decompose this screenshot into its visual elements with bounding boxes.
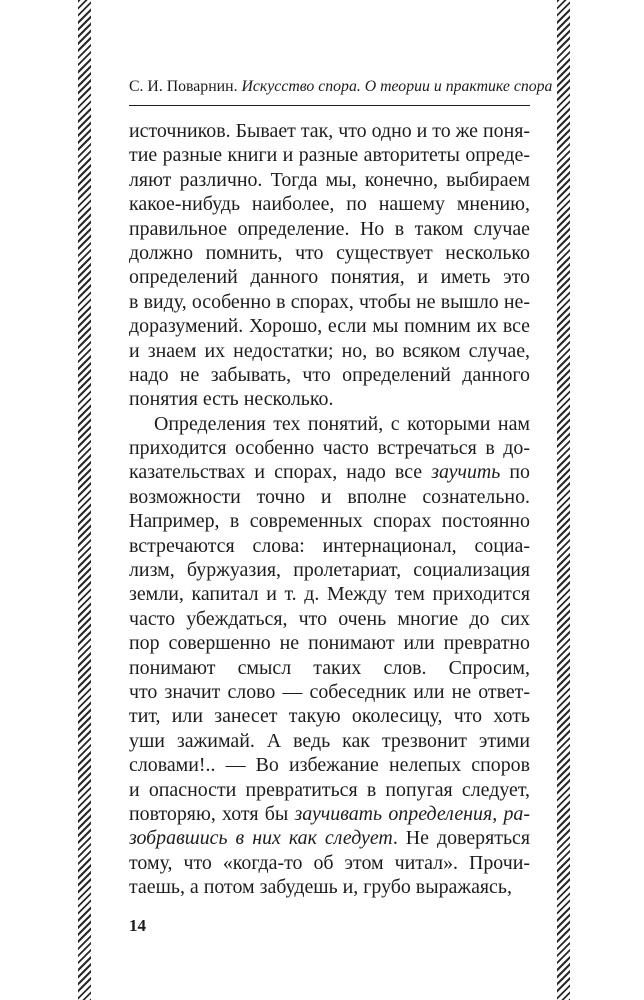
text-line — [129, 168, 530, 192]
text-segment: и знаем их недостатки; но, во всяком случае, — [129, 339, 530, 362]
text-line — [129, 631, 530, 655]
text-line — [129, 387, 530, 411]
text-line — [129, 851, 530, 875]
italic-segment: заучить — [431, 461, 501, 484]
text-segment: и опасности превратиться в попугая следует, — [129, 778, 530, 801]
text-segment: Определения тех понятий, с которыми нам — [154, 412, 530, 435]
text-segment: повторяю, хотя бы — [129, 802, 295, 825]
text-line — [129, 436, 530, 460]
header-author: С. И. Поварнин. — [129, 78, 238, 95]
text-segment: словами!.. — Во избежание нелепых споров — [129, 754, 530, 777]
text-segment: уши зажимай. А ведь как трезвонит этими — [129, 729, 530, 752]
text-segment: понимают смысл таких слов. Спросим, — [129, 656, 530, 679]
text-line — [129, 363, 530, 387]
text-segment: определений данного понятия, и иметь это — [129, 266, 530, 289]
text-line — [129, 509, 530, 533]
text-segment: ляют различно. Тогда мы, конечно, выбираем — [129, 168, 530, 191]
text-line — [129, 875, 530, 899]
text-segment: доразумений. Хорошо, если мы помним их все — [129, 315, 530, 338]
text-line — [129, 290, 530, 314]
text-line — [129, 802, 530, 826]
text-line — [129, 217, 530, 241]
text-segment: правильное определение. Но в таком случае — [129, 217, 530, 240]
right-decorative-border — [557, 0, 570, 1000]
text-line — [129, 729, 530, 753]
text-segment: понятия есть несколько. — [129, 388, 334, 411]
text-line — [129, 582, 530, 606]
paragraph — [129, 412, 530, 900]
text-line — [129, 412, 530, 436]
text-segment: Например, в современных спорах постоянно — [129, 510, 530, 533]
text-line — [129, 265, 530, 289]
text-line — [129, 656, 530, 680]
italic-segment: заучивать определения, ра- — [294, 802, 530, 825]
text-segment: что значит слово — собеседник или не ответ- — [129, 680, 530, 703]
text-segment: в виду, особенно в спорах, чтобы не вышло не- — [129, 290, 530, 313]
text-segment: казательствах и спорах, надо все — [129, 461, 432, 484]
text-line — [129, 485, 530, 509]
text-segment: встречаются слова: интернационал, социа- — [129, 534, 530, 557]
text-line — [129, 460, 530, 484]
text-segment: . Не доверяться — [392, 827, 530, 850]
text-line — [129, 558, 530, 582]
text-line — [129, 680, 530, 704]
text-segment: часто убеждаться, что очень многие до сих — [129, 607, 530, 630]
text-line — [129, 778, 530, 802]
text-segment: таешь, а потом забудешь и, грубо выражаясь, — [129, 876, 512, 899]
text-segment: какое-нибудь наиболее, по нашему мнению, — [129, 193, 530, 216]
text-segment: по — [500, 461, 530, 484]
text-segment: тому, что «когда-то об этом читал». Прочи- — [129, 851, 530, 874]
text-segment: лизм, буржуазия, пролетариат, социализация — [129, 559, 530, 582]
text-line — [129, 119, 530, 143]
text-line — [129, 143, 530, 167]
text-line — [129, 534, 530, 558]
text-segment: источников. Бывает так, что одно и то же поня- — [129, 120, 530, 142]
running-header — [129, 75, 553, 99]
text-segment: тит, или занесет такую околесицу, что хоть — [129, 705, 530, 728]
text-segment: пор совершенно не понимают или превратно — [129, 632, 530, 655]
body-text — [129, 119, 530, 900]
text-segment: надо не забывать, что определений данного — [129, 363, 530, 386]
text-line — [129, 826, 530, 850]
text-line — [129, 753, 530, 777]
text-line — [129, 192, 530, 216]
page-number: 14 — [129, 916, 146, 935]
text-line — [129, 607, 530, 631]
text-line — [129, 339, 530, 363]
text-line — [129, 241, 530, 265]
header-rule — [129, 105, 530, 106]
left-decorative-border — [78, 0, 91, 1000]
header-title: Искусство спора. О теории и практике спора — [241, 78, 553, 95]
text-segment: земли, капитал и т. д. Между тем приходится — [129, 583, 530, 606]
text-line — [129, 704, 530, 728]
text-segment: должно помнить, что существует несколько — [129, 241, 530, 264]
text-segment: тие разные книги и разные авторитеты опреде- — [129, 144, 530, 167]
text-line — [129, 314, 530, 338]
italic-segment: зобравшись в них как следует — [129, 827, 393, 850]
text-segment: возможности точно и вполне сознательно. — [129, 485, 530, 508]
paragraph — [129, 119, 530, 412]
text-segment: приходится особенно часто встречаться в до- — [129, 437, 530, 460]
